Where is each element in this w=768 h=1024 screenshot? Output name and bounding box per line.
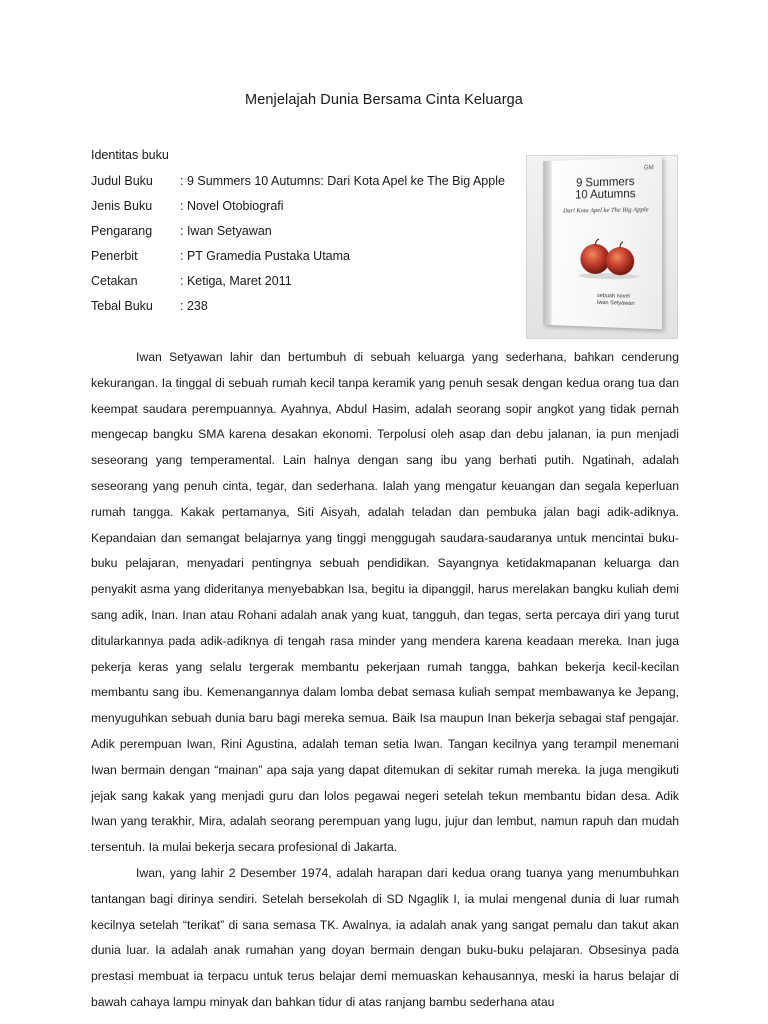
cover-author-tag: sebuah novel — [597, 292, 630, 300]
cover-author — [597, 293, 634, 308]
identity-label: Judul Buku — [91, 174, 153, 188]
cover-title — [556, 175, 655, 202]
identity-value: : 238 — [180, 299, 208, 313]
body-text — [91, 345, 679, 1016]
identity-heading: Identitas buku — [91, 148, 169, 162]
cover-title-line: 9 Summers — [576, 175, 635, 190]
book-cover-image — [527, 156, 677, 338]
book-spine — [543, 161, 551, 325]
paragraph: Iwan, yang lahir 2 Desember 1974, adalah harapan dari kedua orang tuanya yang menumbuhkan tantangan bagi dirinya sendiri. Setelah bersekolah di SD Ngaglik I, ia mulai mengenal dunia di luar rumah kecilnya setelah “terikat” di sana semasa TK. Awalnya, ia adalah anak yang sangat pemalu dan takut akan dunia luar. Ia adalah anak rumahan yang doyan bermain dengan buku-buku pelajaran. Obsesinya pada prestasi membuat ia terpacu untuk terus belajar demi memuaskan kehausannya, meski ia harus belajar di bawah cahaya lampu minyak dan bahkan tidur di atas ranjang bambu sederhana atau — [91, 865, 679, 1009]
identity-label: Tebal Buku — [91, 299, 153, 313]
identity-value: : Iwan Setyawan — [180, 224, 272, 238]
cover-author-name: Iwan Setyawan — [597, 299, 635, 307]
publisher-logo: GM — [643, 165, 654, 172]
identity-label: Jenis Buku — [91, 199, 153, 213]
paragraph: Iwan Setyawan lahir dan bertumbuh di sebuah keluarga yang sederhana, bahkan cenderung kekurangan. Ia tinggal di sebuah rumah kecil tanpa keramik yang penuh sesak dengan kedua orang tua dan keempat saudara perempuannya. Ayahnya, Abdul Hasim, adalah seorang sopir angkot yang tidak pernah mengecap bangku SMA karena desakan ekonomi. Terpolusi oleh asap dan debu jalanan, ia pun menjadi seseorang yang temperamental. Lain halnya dengan sang ibu yang berhati putih. Ngatinah, adalah seseorang yang penuh cinta, tegar, dan sederhana. Ialah yang mengatur keuangan dan segala keperluan rumah tangga. Kakak pertamanya, Siti Aisyah, adalah teladan dan pembuka jalan bagi adik-adiknya. Kepandaian dan semangat belajarnya yang tinggi menggugah saudara-saudaranya untuk mencintai buku-buku pelajaran, menyadari pentingnya sebuah pendidikan. Sayangnya ketidakmapanan keluarga dan penyakit asma yang dideritanya menyebabkan Isa, begitu ia dipanggil, harus merelakan bangku kuliah demi sang adik, Inan. Inan atau Rohani adalah anak yang kuat, tangguh, dan tegas, serta percaya diri yang turut ditularkannya pada adik-adiknya di tengah rasa minder yang mendera karena keadaan mereka. Inan juga pekerja keras yang selalu tergerak membantu pekerjaan rumah tangga, bahkan bekerja kecil-kecilan membantu sang ibu. Kemenangannya dalam lomba debat semasa kuliah sempat membawanya ke Jepang, menyuguhkan sebuah dunia baru bagi mereka semua. Baik Isa maupun Inan bekerja sebagai staf pengajar. Adik perempuan Iwan, Rini Agustina, adalah teman setia Iwan. Tangan kecilnya yang terampil menemani Iwan bermain dengan “mainan” apa saja yang dapat ditemukan di sekitar rumah mereka. Ia juga mengikuti jejak sang kakak yang menjadi guru dan lolos pegawai negeri setelah tekun membantu bidan desa. Adik Iwan yang terakhir, Mira, adalah seorang perempuan yang lugu, jujur dan lembut, namun rapuh dan mudah tersentuh. Ia mulai bekerja secara profesional di Jakarta. — [91, 350, 679, 855]
cover-subtitle: Dari Kota Apel ke The Big Apple — [563, 206, 649, 215]
identity-value: : Ketiga, Maret 2011 — [180, 274, 292, 288]
apples-icon — [574, 237, 644, 280]
identity-label: Pengarang — [91, 224, 153, 238]
identity-value: : Novel Otobiografi — [180, 199, 284, 213]
book-cover — [543, 157, 662, 330]
identity-label: Cetakan — [91, 274, 138, 288]
identity-value: : PT Gramedia Pustaka Utama — [180, 249, 350, 263]
page-title: Menjelajah Dunia Bersama Cinta Keluarga — [245, 92, 523, 108]
cover-title-line: 10 Autumns — [575, 188, 636, 202]
identity-label: Penerbit — [91, 249, 138, 263]
identity-value: : 9 Summers 10 Autumns: Dari Kota Apel ke The Big Apple — [180, 174, 505, 188]
